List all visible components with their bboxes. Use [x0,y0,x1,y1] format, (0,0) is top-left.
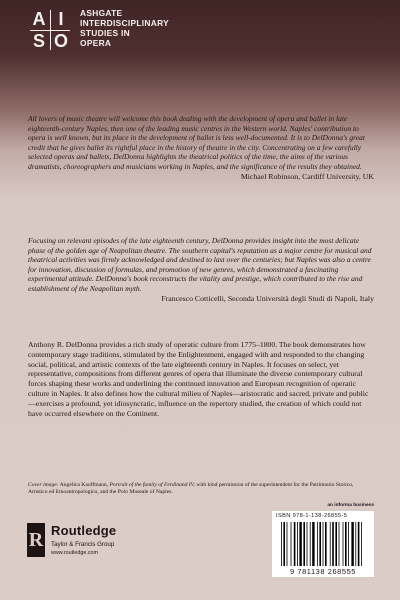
series-logo [28,8,72,52]
series-line: OPERA [80,38,112,48]
cover-credit-permission: with kind permission of the superintendent for the Patrimonio Storico, Artistico ed Etnoantropologico, and the Polo Museale of Naples. [28,482,354,496]
logo-letter-a: A [32,8,46,29]
review-quote-text: All lovers of music theatre will welcome this book dealing with the development of opera and ballet in late eighteenth-century Naples, then one of the leading music centres in the Western world. Naples' contribution to opera is well known, but its place in the development of ballet is less well-documented. It is to DelDonna's great credit that he gives ballet its rightful place in the history of theatre in the city. Concentrating on a few carefully selected operas and ballets, DelDonna highlights the theatrical politics of the time, the aims of the various dramatists, choreographers and musicians working in Naples, and the significance of the results they obtained. [28,114,365,171]
review-quote-2 [28,236,374,303]
cover-credit-artist: Angelica Kauffmann, [59,482,109,488]
series-line: STUDIES IN [80,28,130,38]
review-attribution: Francesco Cotticelli, Seconda Università degli Studi di Napoli, Italy [161,293,374,303]
publisher-group: Taylor & Francis Group [51,541,115,548]
isbn-barcode [272,511,374,577]
series-line: ASHGATE [80,8,123,18]
isbn-number: 9 781138 268555 [290,567,356,576]
publisher-logo [27,519,157,575]
cover-credit-label: Cover image: [28,482,59,488]
publisher-url: www.routledge.com [51,550,99,556]
cover-credit-title: Portrait of the family of Ferdinand IV, [109,482,195,488]
review-attribution: Michael Robinson, Cardiff University, UK [240,171,374,181]
routledge-r-icon: R [27,523,45,557]
review-quote-text: Focusing on relevant episodes of the late eighteenth century, DelDonna provides insight into the most delicate phase of the golden age of Neapolitan theatre. The southern capital's reputation as a major centre for musical and theatrical activities was firmly acknowledged and destined to last over the centuries; but Naples was also a centre for innovation, discussion of formulas, and promotion of new genres, which demonstrated a fascinating experimental attitude. DelDonna's book reconstructs the vitality and prestige, which contributed to the rise and establishment of the Neapolitan myth. [28,236,372,293]
cover-image-credit [28,482,374,496]
logo-letter-s: S [32,30,45,51]
publisher-name: Routledge [51,523,117,538]
logo-letter-i: I [58,8,64,29]
logo-letter-o: O [53,30,68,51]
review-quote-1 [28,114,374,181]
logo-divider-horizontal [30,30,70,31]
series-line: INTERDISCIPLINARY [80,18,170,28]
isbn-label: ISBN 978-1-138-26855-5 [276,513,348,519]
barcode-icon [280,522,368,566]
informa-tagline: an informa business [327,503,374,508]
book-description: Anthony R. DelDonna provides a rich study of operatic culture from 1775–1800. The book demonstrates how contemporary stage traditions, stimulated by the Enlightenment, engaged with and responded to the changing social, political, and artistic contexts of the late eighteenth century in Naples. It focuses on select, yet representative, compositions from different genres of opera that illuminate the diverse contemporary cultural forces shaping these works and underlining the continued innovation and European recognition of operatic culture in Naples. It also defines how the cultural milieu of Naples—aristocratic and sacred, private and public—exercises a profound, yet idiosyncratic, influence on the repertory studied, the creation of which could not have occurred elsewhere on the Continent. [28,340,369,418]
series-title [80,8,230,48]
